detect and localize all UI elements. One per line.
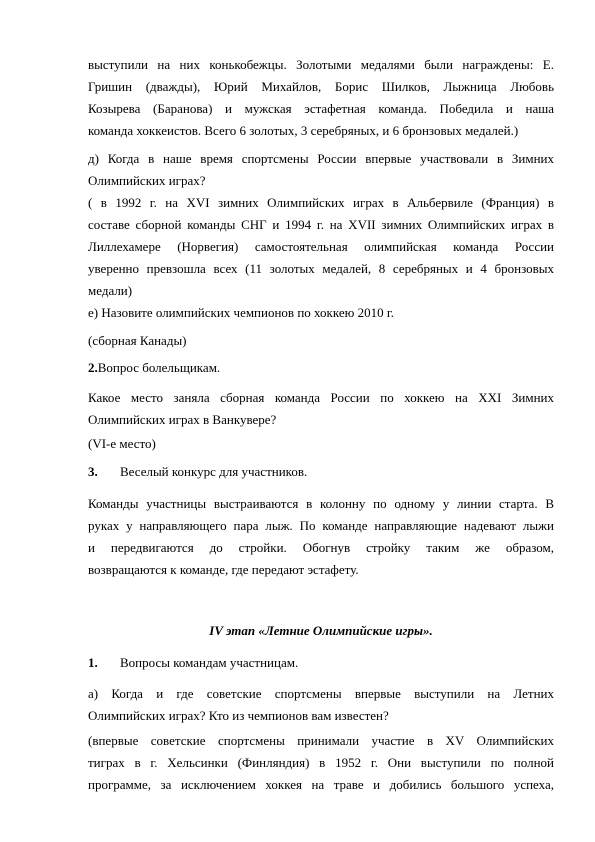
contest-description [88, 493, 554, 581]
question-e [88, 302, 554, 324]
section-number: 2. [88, 360, 98, 375]
question-a [88, 683, 554, 727]
text-line: (сборная Канады) [88, 333, 187, 348]
text-line: медали) [88, 283, 133, 298]
answer-e [88, 330, 554, 352]
question-d [88, 148, 554, 192]
section-title: Вопросы командам участницам. [120, 655, 299, 670]
paragraph-winter-1956-medals [88, 54, 554, 142]
section-title: Веселый конкурс для участников. [120, 464, 308, 479]
text-line: (впервые советские спортсмены принимали участие в XV Олимпийских [88, 733, 554, 748]
text-line: д) Когда в наше время спортсмены России впервые участвовали в Зимних [88, 151, 554, 166]
text-line: Олимпийских играх? [88, 173, 206, 188]
section-number: 1. [88, 655, 98, 670]
text-line: Команды участницы выстраиваются в колонну по одному у линии старта. В [88, 496, 554, 511]
text-line: руках у направляющего пара лыж. По команде направляющие надевают лыжи [88, 518, 554, 533]
text-line: Козырева (Баранова) и мужская эстафетная команда. Победила и наша [88, 101, 554, 116]
text-line: (VI-е место) [88, 436, 156, 451]
text-line: Какое место заняла сборная команда России по хоккею на XXI Зимних [88, 390, 554, 405]
answer-a [88, 730, 554, 796]
fans-answer [88, 433, 554, 455]
text-line: и передвигаются до стройки. Обогнув стройку таким же образом, [88, 540, 554, 555]
fans-question-text [88, 387, 554, 431]
stage-iv-heading: IV этап «Летние Олимпийские игры». [209, 623, 433, 638]
text-line: возвращаются к команде, где передают эстафету. [88, 562, 359, 577]
text-line: команда хоккеистов. Всего 6 золотых, 3 серебряных, и 6 бронзовых медалей.) [88, 123, 519, 138]
section-title: Вопрос болельщикам. [97, 360, 221, 375]
text-line: Гришин (дважды), Юрий Михайлов, Борис Шилков, Лыжница Любовь [88, 79, 554, 94]
text-line: Олимпийских играх в Ванкувере? [88, 412, 277, 427]
text-line: выступили на них конькобежцы. Золотыми медалями были награждены: Е. [88, 57, 554, 72]
text-line: ( в 1992 г. на XVI зимних Олимпийских играх в Альбервиле (Франция) в [88, 195, 554, 210]
text-line: а) Когда и где советские спортсмены впервые выступили на Летних [88, 686, 554, 701]
text-line: составе сборной команды СНГ и 1994 г. на XVII зимних Олимпийских играх в [88, 217, 554, 232]
text-line: уверенно превзошла всех (11 золотых медалей, 8 серебряных и 4 бронзовых [88, 261, 554, 276]
section-1-questions [88, 652, 554, 674]
section-number: 3. [88, 464, 98, 479]
text-line: Олимпийских играх? Кто из чемпионов вам известен? [88, 708, 389, 723]
text-line: тиграх в г. Хельсинки (Финляндия) в 1952 г. Они выступили по полной [88, 755, 554, 770]
text-line: Лиллехамере (Норвегия) самостоятельная олимпийская команда России [88, 239, 554, 254]
answer-d [88, 192, 554, 302]
section-2-fans-question [88, 357, 554, 379]
text-line: е) Назовите олимпийских чемпионов по хоккею 2010 г. [88, 305, 394, 320]
section-3-contest [88, 461, 554, 483]
text-line: программе, за исключением хоккея на траве и добились большого успеха, [88, 777, 554, 792]
